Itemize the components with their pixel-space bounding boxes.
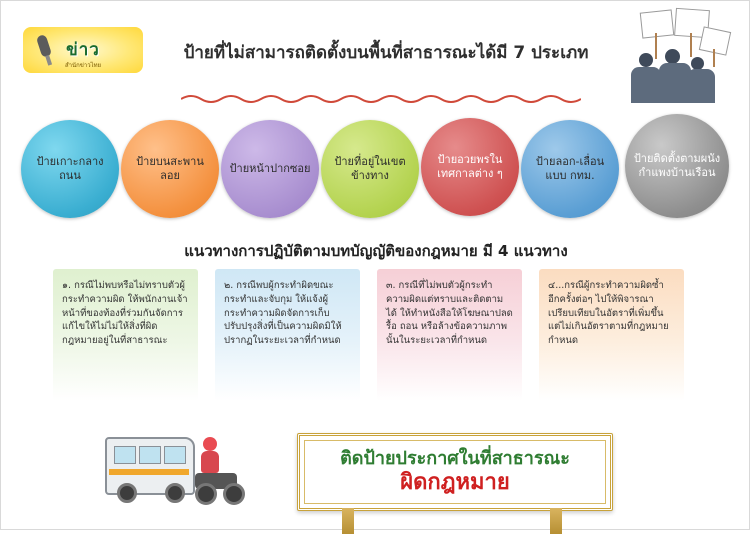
rider-head: [203, 437, 217, 451]
bus-window: [114, 446, 136, 464]
wavy-divider-icon: [181, 93, 581, 105]
guideline-card-3: [377, 269, 522, 401]
category-label: ป้ายอวยพรในเทศกาลต่าง ๆ: [437, 153, 503, 180]
category-label: ป้ายติดตั้งตามผนังกำแพงบ้านเรือน: [633, 152, 721, 179]
page-title: ป้ายที่ไม่สามารถติดตั้งบนพื้นที่สาธารณะได้มี 7 ประเภท: [183, 43, 589, 63]
category-label: ป้ายหน้าปากซอย: [229, 162, 311, 176]
wheel-icon: [223, 483, 245, 505]
placard-pole: [713, 49, 715, 67]
wheel-icon: [165, 483, 185, 503]
category-label: ป้ายลอก-เลื่อนแบบ กทม.: [535, 155, 605, 182]
category-label: ป้ายเกาะกลางถนน: [36, 155, 104, 182]
guidelines-title: แนวทางการปฏิบัติตามบทบัญญัติของกฎหมาย มี 4 แนวทาง: [184, 242, 568, 260]
category-circles: [17, 114, 737, 224]
warning-line-2: ผิดกฎหมาย: [400, 469, 510, 495]
category-circle-2[interactable]: [121, 120, 219, 218]
category-circle-1[interactable]: [21, 120, 119, 218]
person-body: [687, 69, 715, 103]
person-head: [639, 53, 653, 67]
placard-pole: [655, 33, 657, 59]
protesters-illustration: [623, 9, 733, 104]
category-circle-4[interactable]: [321, 120, 419, 218]
microphone-icon: [36, 34, 52, 58]
logo-subtitle: สำนักข่าวไทย: [64, 62, 102, 69]
bus-window: [139, 446, 161, 464]
banner-post: [550, 508, 562, 534]
news-logo: [23, 27, 143, 73]
guideline-text: ๔...กรณีผู้กระทำความผิดซ้ำอีกครั้งต่อๆ ไปให้พิจารณาเปรียบเทียบในอัตราที่เพิ่มขึ้นแต่ไม่เกินอัตราตามที่กฎหมายกำหนด: [548, 280, 669, 347]
wheel-icon: [195, 483, 217, 505]
guideline-card-2: [215, 269, 360, 401]
category-label: ป้ายบนสะพานลอย: [136, 155, 204, 182]
guideline-text: ๒. กรณีพบผู้กระทำผิดขณะกระทำและจับกุม ให้แจ้งผู้กระทำความผิดจัดการเก็บปรับปรุงสิ่งที่เป็นความผิดมิให้ปรากฏในระยะเวลาที่กำหนด: [224, 280, 342, 347]
guideline-text: ๓. กรณีที่ไม่พบตัวผู้กระทำความผิดแต่ทราบและติดตามได้ ให้ทำหนังสือให้โฆษณาปลด รื้อ ถอน หรือล้างข้อความภาพนั้นในระยะเวลาที่กำหนด: [386, 280, 513, 347]
warning-banner: [297, 433, 613, 511]
category-circle-3[interactable]: [221, 120, 319, 218]
bus-stripe: [109, 469, 189, 475]
category-label: ป้ายที่อยู่ในเขตข้างทาง: [334, 155, 406, 182]
category-circle-5[interactable]: [421, 118, 519, 216]
guideline-cards: [53, 269, 703, 409]
placard-pole: [690, 33, 692, 57]
rider-body: [201, 451, 219, 473]
warning-line-1: ติดป้ายประกาศในที่สาธารณะ: [340, 448, 570, 469]
street-illustration: [105, 431, 245, 511]
category-circle-7[interactable]: [625, 114, 729, 218]
guideline-card-4: [539, 269, 684, 401]
placard-icon: [699, 26, 731, 55]
guideline-text: ๑. กรณีไม่พบหรือไม่ทราบตัวผู้กระทำความผิด ให้พนักงานเจ้าหน้าที่ของท้องที่ร่วมกันจัดการแก้ไขให้ไม่ไม่ให้สิ่งที่ผิดกฎหมายอยู่ในที่สาธารณะ: [62, 280, 188, 347]
wheel-icon: [117, 483, 137, 503]
person-head: [665, 49, 680, 64]
guideline-card-1: [53, 269, 198, 401]
logo-text: ข่าว: [66, 39, 100, 60]
bus-window: [164, 446, 186, 464]
category-circle-6[interactable]: [521, 120, 619, 218]
banner-post: [342, 508, 354, 534]
header: [1, 1, 750, 106]
person-body: [631, 67, 661, 103]
placard-icon: [640, 9, 675, 38]
warning-banner-inner: [304, 440, 606, 504]
